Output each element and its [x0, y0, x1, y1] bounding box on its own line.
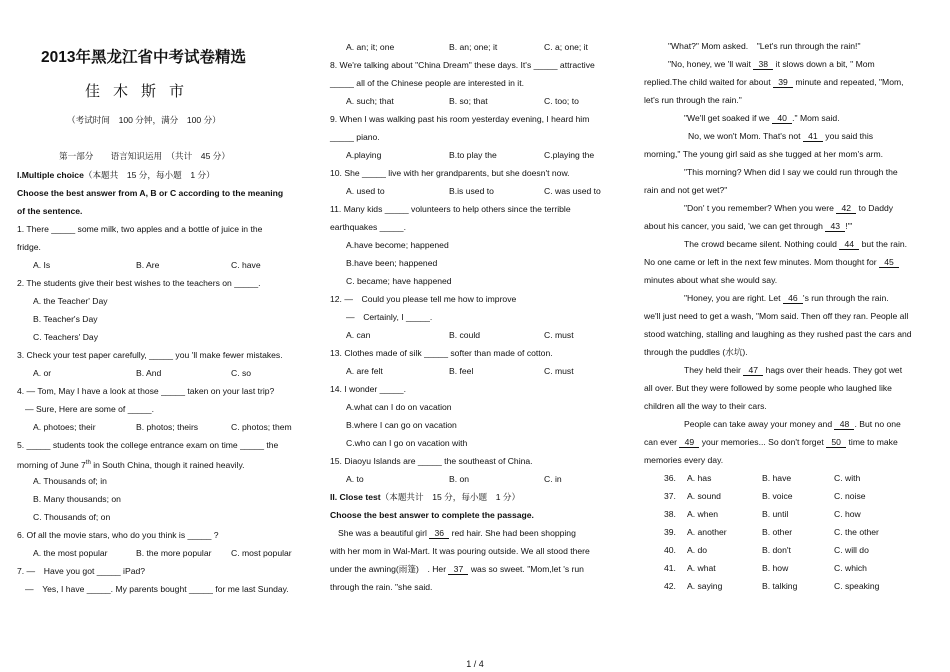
line-text: "Don' t you remember? When you were [684, 203, 837, 213]
answer-option: B. the more popular [136, 548, 212, 558]
text-line [644, 77, 904, 88]
text-line [330, 456, 533, 467]
text-line [330, 222, 406, 233]
text-line [33, 296, 108, 307]
line-text: _____ all of the Chinese people are interested in it. [330, 78, 524, 88]
line-text: — Sure, Here are some of _____. [25, 404, 154, 414]
line-text: "We'll get soaked if we [684, 113, 773, 123]
text-line [346, 276, 452, 287]
line-text-cont: time to make [846, 437, 898, 447]
answer-option: B. on [449, 474, 470, 484]
blank-number: 36 [429, 528, 449, 539]
line-text: 13. Clothes made of silk _____ softer than made of cotton. [330, 348, 553, 358]
answer-option: C. must [544, 366, 574, 376]
text-line [330, 564, 584, 575]
text-line [17, 170, 215, 181]
line-text: They held their [684, 365, 744, 375]
line-text: _____ piano. [330, 132, 380, 142]
answer-option: B.is used to [449, 186, 494, 196]
line-text: — Certainly, I _____. [346, 312, 433, 322]
answer-option: C. have [231, 260, 261, 270]
text-line [644, 95, 742, 106]
line-text-cont: minute and repeated, "Mom, [792, 77, 904, 87]
line-text: B. Many thousands; on [33, 494, 121, 504]
answer-option: B. don't [762, 545, 791, 555]
line-text: 14. I wonder _____. [330, 384, 406, 394]
line-text: A. Thousands of; in [33, 476, 107, 486]
line-text: earthquakes _____. [330, 222, 406, 232]
line-text: 6. Of all the movie stars, who do you think is _____ ? [17, 530, 219, 540]
text-line [330, 510, 534, 521]
blank-number: 42 [836, 203, 856, 214]
answer-option: A. do [687, 545, 708, 555]
text-line [33, 332, 98, 343]
answer-option: A. saying [687, 581, 723, 591]
line-text: She was a beautiful girl [338, 528, 430, 538]
line-text: A.have become; happened [346, 240, 449, 250]
line-text-cont: to Daddy [856, 203, 894, 213]
line-text: 10. She _____ live with her grandparents, but she doesn't now. [330, 168, 570, 178]
text-line [668, 59, 875, 70]
blank-number: 45 [879, 257, 899, 268]
answer-option: A. an; it; one [346, 42, 395, 52]
line-text: Choose the best answer from A, B or C according to the meaning [17, 188, 284, 198]
line-text: stood watching, stalling and laughing as they rushed past the cars and [644, 329, 912, 339]
text-line [330, 60, 595, 71]
line-text: People can take away your money and [684, 419, 835, 429]
line-text: 7. — Have you got _____ iPad? [17, 566, 146, 576]
text-line [17, 386, 274, 397]
superscript: th [85, 460, 91, 466]
text-line [644, 185, 727, 196]
line-text-cont: . But no one [854, 419, 901, 429]
blank-number: 48 [834, 419, 854, 430]
answer-option: B. how [762, 563, 789, 573]
line-text: 12. — Could you please tell me how to improve [330, 294, 517, 304]
text-line [25, 584, 289, 595]
line-text: 1. There _____ some milk, two apples and a bottle of juice in the [17, 224, 263, 234]
answer-option: 37. [664, 491, 676, 501]
answer-option: 41. [664, 563, 676, 573]
text-line [17, 242, 41, 253]
answer-option: A. has [687, 473, 712, 483]
line-text: 15. Diaoyu Islands are _____ the southeast of China. [330, 456, 533, 466]
answer-option: 40. [664, 545, 676, 555]
line-text: 佳木斯市 [85, 82, 198, 100]
blank-number: 47 [743, 365, 763, 376]
line-text: all over. But they were followed by some people who laughed like [644, 383, 892, 393]
text-line [644, 311, 908, 322]
text-line [684, 419, 901, 430]
blank-number: 39 [773, 77, 793, 88]
answer-option: A. such; that [346, 96, 394, 106]
line-text: 2013年黑龙江省中考试卷精选 [41, 49, 246, 66]
line-text-cont: was so sweet. "Mom,let 's run [468, 564, 584, 574]
line-text: "What?" Mom asked. "Let's run through the rain!" [668, 41, 861, 51]
blank-number: 40 [772, 113, 792, 124]
answer-option: B.to play the [449, 150, 497, 160]
blank-number: 37 [448, 564, 468, 575]
answer-option: 38. [664, 509, 676, 519]
blank-number: 38 [753, 59, 773, 70]
text-line [17, 350, 283, 361]
text-line [688, 131, 873, 142]
answer-option: C. a; one; it [544, 42, 588, 52]
answer-option: A. to [346, 474, 364, 484]
line-text: B.where I can go on vacation [346, 420, 457, 430]
line-text: C. Teachers' Day [33, 332, 99, 342]
answer-option: B. could [449, 330, 481, 340]
answer-option: C. was used to [544, 186, 601, 196]
line-text: "No, honey, we 'll wait [668, 59, 754, 69]
answer-option: C. most popular [231, 548, 292, 558]
answer-option: C. too; to [544, 96, 579, 106]
text-line [346, 420, 457, 431]
answer-option: B. voice [762, 491, 793, 501]
line-text-cont: （本题共 15 分，每小题 1 分） [83, 170, 215, 180]
line-text: "This morning? When did I say we could run through the [684, 167, 898, 177]
text-line [346, 402, 452, 413]
line-text: C. Thousands of; on [33, 512, 111, 522]
text-line [17, 440, 278, 451]
answer-option: A.playing [346, 150, 382, 160]
line-text: No, we won't Mom. That's not [688, 131, 803, 141]
text-line [684, 167, 898, 178]
line-text-cont: 's run through the rain. [802, 293, 889, 303]
line-text-cont: ." Mom said. [792, 113, 840, 123]
text-line [684, 365, 902, 376]
line-text: about his cancer, you said, 'we can get through [644, 221, 826, 231]
answer-option: C. must [544, 330, 574, 340]
line-text: we'll just need to get a wash, "Mom said. Then off they ran. People all [644, 311, 909, 321]
line-text: through the puddles (水坑). [644, 347, 748, 357]
line-text: 9. When I was walking past his room yesterday evening, I heard him [330, 114, 590, 124]
text-line [33, 494, 121, 505]
text-line [644, 455, 723, 466]
line-text: 8. We're talking about "China Dream" these days. It's _____ attractive [330, 60, 595, 70]
line-text: B. Teacher's Day [33, 314, 98, 324]
line-text: replied.The child waited for about [644, 77, 773, 87]
line-text: memories every day. [644, 455, 724, 465]
text-line [59, 151, 230, 162]
text-line [330, 204, 571, 215]
text-line [644, 437, 898, 448]
line-text: 第一部分 语言知识运用 （共计 45 分） [59, 151, 230, 161]
text-line [644, 257, 899, 268]
line-text-cont: （本题共计 15 分，每小题 1 分） [380, 492, 521, 502]
blank-number: 46 [783, 293, 803, 304]
text-line [17, 224, 262, 235]
text-line [644, 383, 892, 394]
answer-option: C. photos; them [231, 422, 292, 432]
line-text: Choose the best answer to complete the passage. [330, 510, 534, 520]
answer-option: C. noise [834, 491, 866, 501]
blank-number: 50 [826, 437, 846, 448]
text-line [330, 132, 380, 143]
text-line [17, 278, 260, 289]
text-line [17, 188, 283, 199]
line-text: morning," The young girl said as she tugged at her mom's arm. [644, 149, 884, 159]
text-line [330, 384, 406, 395]
line-text: minutes about what she would say. [644, 275, 778, 285]
line-text: No one came or left in the next few minutes. Mom thought for [644, 257, 880, 267]
answer-option: A. are felt [346, 366, 383, 376]
text-line [346, 258, 437, 269]
line-text: 3. Check your test paper carefully, _____ you 'll make fewer mistakes. [17, 350, 283, 360]
answer-option: C. which [834, 563, 867, 573]
text-line [644, 347, 748, 358]
text-line [668, 41, 861, 52]
blank-number: 49 [679, 437, 699, 448]
line-text-cont: your memories... So don't forget [699, 437, 827, 447]
text-line [25, 404, 154, 415]
line-text: II. Close test [330, 492, 381, 502]
text-line [17, 530, 219, 541]
answer-option: 39. [664, 527, 676, 537]
text-line [330, 492, 520, 503]
answer-option: C.playing the [544, 150, 595, 160]
text-line [330, 348, 553, 359]
answer-option: A. Is [33, 260, 51, 270]
text-line [644, 329, 912, 340]
text-line [644, 401, 767, 412]
answer-option: C. speaking [834, 581, 880, 591]
line-text: B.have been; happened [346, 258, 438, 268]
line-text-cont: you said this [822, 131, 874, 141]
answer-option: 36. [664, 473, 676, 483]
line-text-cont: it slows down a bit, " Mom [773, 59, 875, 69]
answer-option: B. talking [762, 581, 798, 591]
answer-option: A. or [33, 368, 52, 378]
text-line [346, 240, 449, 251]
blank-number: 43 [825, 221, 845, 232]
answer-option: A. can [346, 330, 371, 340]
answer-option: B. have [762, 473, 792, 483]
answer-option: C. the other [834, 527, 879, 537]
answer-option: B. photos; theirs [136, 422, 199, 432]
text-line [33, 476, 107, 487]
line-text: children all the way to their cars. [644, 401, 767, 411]
text-line [41, 49, 246, 66]
text-line [684, 293, 889, 304]
line-text: rain and not get wet?" [644, 185, 728, 195]
line-text-cont: in South China, though it rained heavily. [90, 459, 245, 470]
answer-option: A. the most popular [33, 548, 108, 558]
line-text: let's run through the rain." [644, 95, 742, 105]
answer-option: A. when [687, 509, 719, 519]
text-line [684, 203, 893, 214]
line-text: I.Multiple choice [17, 170, 84, 180]
line-text: The crowd became silent. Nothing could [684, 239, 840, 249]
answer-option: B. so; that [449, 96, 488, 106]
text-line [684, 113, 840, 124]
text-line [330, 78, 524, 89]
text-line [684, 239, 907, 250]
answer-option: A. used to [346, 186, 385, 196]
text-line [330, 294, 516, 305]
text-line [346, 312, 432, 323]
text-line [338, 528, 576, 539]
page-number: 1 / 4 [466, 659, 484, 669]
line-text: 5. _____ students took the college entrance exam on time _____ the [17, 440, 279, 450]
answer-option: B. an; one; it [449, 42, 498, 52]
answer-option: A. photoes; their [33, 422, 96, 432]
answer-option: B. other [762, 527, 793, 537]
line-text: 4. — Tom, May I have a look at those _____ taken on your last trip? [17, 386, 275, 396]
line-text: "Honey, you are right. Let [684, 293, 783, 303]
line-text: morning of June 7 [17, 459, 86, 470]
text-line [330, 168, 570, 179]
text-line [17, 566, 145, 577]
answer-option: A. what [687, 563, 716, 573]
text-line [85, 82, 198, 100]
answer-option: C. will do [834, 545, 869, 555]
line-text: — Yes, I have _____. My parents bought _____ for me last Sunday. [25, 584, 289, 594]
text-line [33, 314, 98, 325]
answer-option: 42. [664, 581, 676, 591]
answer-option: B. Are [136, 260, 160, 270]
line-text-cont: red hair. She had been shopping [449, 528, 576, 538]
line-text: of the sentence. [17, 206, 83, 216]
answer-option: C. how [834, 509, 861, 519]
blank-number: 44 [839, 239, 859, 250]
text-line [33, 512, 110, 523]
answer-option: C. in [544, 474, 562, 484]
answer-option: C. so [231, 368, 252, 378]
text-line [644, 221, 852, 232]
text-line [67, 115, 221, 126]
answer-option: B. until [762, 509, 789, 519]
line-text: can ever [644, 437, 680, 447]
text-line [644, 149, 883, 160]
line-text: C.who can I go on vacation with [346, 438, 468, 448]
line-text-cont: !'" [845, 221, 853, 231]
answer-option: B. feel [449, 366, 474, 376]
text-line [644, 275, 777, 286]
line-text: C. became; have happened [346, 276, 452, 286]
line-text: A. the Teacher' Day [33, 296, 108, 306]
line-text: under the awning(雨篷) . Her [330, 564, 449, 574]
text-line [346, 438, 467, 449]
text-line [330, 114, 589, 125]
line-text: （考试时间 100 分钟，满分 100 分） [67, 115, 221, 125]
line-text-cont: but the rain. [859, 239, 908, 249]
text-line [17, 206, 82, 217]
line-text: 11. Many kids _____ volunteers to help others since the terrible [330, 204, 571, 214]
line-text: with her mom in Wal-Mart. It was pouring outside. We all stood there [330, 546, 590, 556]
line-text: fridge. [17, 242, 41, 252]
blank-number: 41 [803, 131, 823, 142]
line-text-cont: hags over their heads. They got wet [763, 365, 903, 375]
line-text: A.what can I do on vacation [346, 402, 452, 412]
text-line [330, 546, 590, 557]
text-line [17, 458, 244, 471]
answer-option: B. And [136, 368, 162, 378]
answer-option: A. another [687, 527, 727, 537]
line-text: 2. The students give their best wishes to the teachers on _____. [17, 278, 261, 288]
answer-option: C. with [834, 473, 861, 483]
text-line [330, 582, 432, 593]
line-text: through the rain. "she said. [330, 582, 433, 592]
answer-option: A. sound [687, 491, 721, 501]
